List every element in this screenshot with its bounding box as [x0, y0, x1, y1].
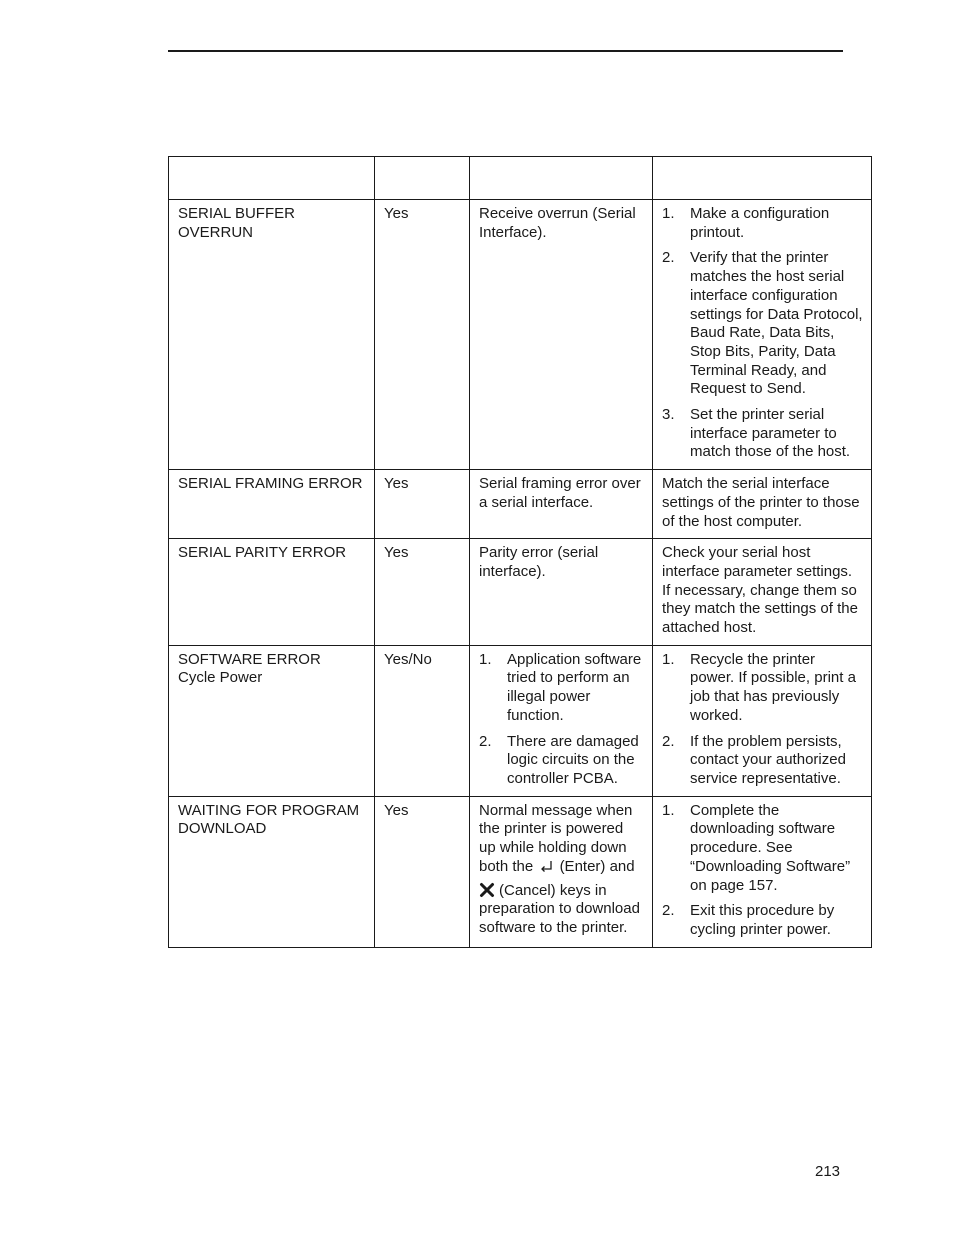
solution-steps — [662, 205, 863, 462]
solution-cell — [653, 645, 872, 796]
message-text: SERIAL BUFFER OVERRUN — [178, 205, 295, 241]
page-number: 213 — [815, 1163, 841, 1180]
displayed-cell — [375, 539, 470, 646]
step-number: 1. — [662, 801, 675, 819]
step-text: If the problem persists, contact your authorized service representative. — [690, 732, 846, 787]
step-number: 2. — [479, 732, 492, 750]
cause-step — [479, 651, 644, 726]
message-cell — [169, 200, 375, 470]
cause-text-block — [479, 802, 644, 877]
cause-step — [479, 733, 644, 789]
solution-steps — [662, 651, 863, 789]
displayed-cell — [375, 200, 470, 470]
cause-text-block — [479, 882, 644, 938]
displayed-cell — [375, 470, 470, 539]
displayed-text: Yes — [384, 475, 409, 493]
step-text: There are damaged logic circuits on the controller PCBA. — [507, 732, 639, 787]
table-row — [169, 470, 872, 539]
solution-cell — [653, 470, 872, 539]
displayed-text: Yes/No — [384, 650, 432, 668]
step-text: Application software tried to perform an illegal power function. — [507, 650, 642, 724]
cause-cell — [470, 539, 653, 646]
table-row — [169, 645, 872, 796]
table-row — [169, 796, 872, 947]
table-row — [169, 200, 872, 470]
displayed-cell — [375, 796, 470, 947]
header-cell — [653, 157, 872, 200]
displayed-text: Yes — [384, 544, 409, 562]
cause-cell — [470, 200, 653, 470]
solution-step — [662, 733, 863, 789]
solution-step — [662, 802, 863, 896]
message-text: SERIAL PARITY ERROR — [178, 544, 347, 562]
cause-text: (Enter) and — [559, 857, 635, 875]
message-text: SOFTWARE ERROR — [178, 650, 321, 668]
solution-text: Match the serial interface settings of the printer to those of the host computer. — [662, 475, 860, 530]
message-text: SERIAL FRAMING ERROR — [178, 475, 363, 493]
message-cell — [169, 539, 375, 646]
message-cell — [169, 796, 375, 947]
step-number: 2. — [662, 732, 675, 750]
solution-steps — [662, 802, 863, 940]
solution-step — [662, 205, 863, 242]
solution-step — [662, 902, 863, 939]
table-header-row — [169, 157, 872, 200]
cause-text: Parity error (serial interface). — [479, 544, 599, 580]
solution-cell — [653, 796, 872, 947]
cancel-key-icon — [479, 882, 495, 898]
displayed-text: Yes — [384, 801, 409, 819]
step-text: Set the printer serial interface parameter to match those of the host. — [690, 406, 851, 461]
step-number: 1. — [479, 650, 492, 668]
cause-text: Normal message when the printer is powered up while holding down both the — [479, 801, 633, 875]
step-number: 3. — [662, 406, 675, 424]
cause-text: (Cancel) keys in preparation to download software to the printer. — [479, 881, 640, 936]
step-text: Make a configuration printout. — [690, 205, 830, 241]
cause-cell — [470, 796, 653, 947]
cause-text: Serial framing error over a serial interface. — [479, 475, 641, 511]
message-text: WAITING FOR PROGRAM DOWNLOAD — [178, 801, 360, 838]
solution-step — [662, 249, 863, 399]
step-text: Complete the downloading software procedure. See “Downloading Software” on page 157. — [690, 801, 851, 894]
enter-key-icon — [539, 859, 553, 873]
solution-step — [662, 651, 863, 726]
header-cell — [375, 157, 470, 200]
step-number: 2. — [662, 249, 675, 267]
solution-cell — [653, 200, 872, 470]
message-cell — [169, 645, 375, 796]
solution-text: Check your serial host interface parameter settings. If necessary, change them so they match the settings of the attached host. — [662, 544, 858, 637]
solution-cell — [653, 539, 872, 646]
step-text: Exit this procedure by cycling printer power. — [690, 902, 835, 938]
table-row — [169, 539, 872, 646]
error-message-table — [168, 156, 872, 948]
step-text: Verify that the printer matches the host serial interface configuration settings for Data Protocol, Baud Rate, Data Bits, Stop Bits, Parity, Data Terminal Ready, and Request to Send. — [690, 249, 863, 398]
message-subtext: Cycle Power — [178, 669, 263, 687]
cause-cell — [470, 470, 653, 539]
message-cell — [169, 470, 375, 539]
cause-text: Receive overrun (Serial Interface). — [479, 205, 636, 241]
displayed-text: Yes — [384, 205, 409, 222]
header-cell — [470, 157, 653, 200]
step-number: 2. — [662, 902, 675, 920]
step-text: Recycle the printer power. If possible, print a job that has previously worked. — [690, 650, 856, 724]
solution-step — [662, 406, 863, 462]
step-number: 1. — [662, 650, 675, 668]
header-cell — [169, 157, 375, 200]
header-rule — [168, 50, 843, 52]
displayed-cell — [375, 645, 470, 796]
cause-cell — [470, 645, 653, 796]
step-number: 1. — [662, 205, 675, 222]
cause-steps — [479, 651, 644, 789]
